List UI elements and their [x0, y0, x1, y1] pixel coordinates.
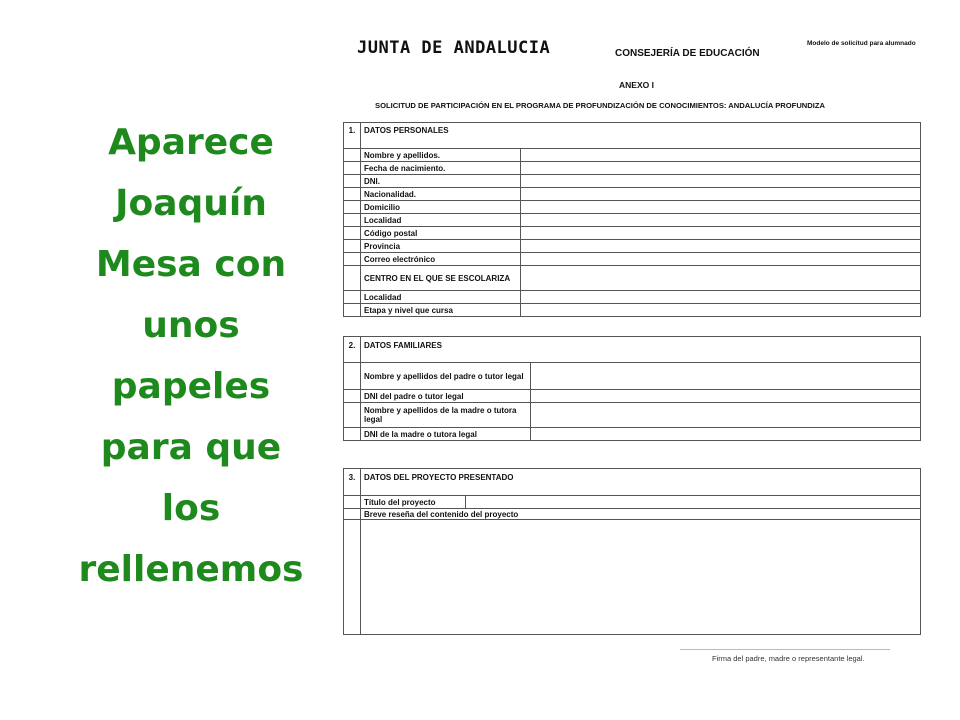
caption-line: los — [161, 488, 221, 529]
field-label: Domicilio — [361, 201, 521, 214]
field-label: Título del proyecto — [361, 496, 466, 509]
field-value[interactable] — [521, 188, 921, 201]
section-number: 1. — [344, 123, 361, 149]
annex-title: ANEXO I — [619, 80, 654, 90]
project-summary-area[interactable] — [361, 520, 921, 635]
field-label: Nombre y apellidos del padre o tutor legal — [361, 363, 531, 390]
section-number: 2. — [344, 337, 361, 363]
field-value[interactable] — [521, 214, 921, 227]
field-value[interactable] — [521, 291, 921, 304]
field-value[interactable] — [521, 253, 921, 266]
field-value[interactable] — [531, 390, 921, 403]
field-label: CENTRO EN EL QUE SE ESCOLARIZA — [361, 266, 521, 291]
section-number: 3. — [344, 469, 361, 496]
section-title: DATOS FAMILIARES — [361, 337, 921, 363]
application-form-document — [340, 30, 930, 710]
field-label: Fecha de nacimiento. — [361, 162, 521, 175]
junta-logo: JUNTA DE ANDALUCIA — [357, 38, 551, 58]
model-note: Modelo de solicitud para alumnado — [807, 40, 916, 47]
field-value[interactable] — [521, 227, 921, 240]
field-value[interactable] — [466, 496, 921, 509]
caption-line: papeles — [111, 366, 271, 407]
field-label: Nacionalidad. — [361, 188, 521, 201]
field-label: DNI. — [361, 175, 521, 188]
section-personal-data — [343, 122, 921, 317]
field-value[interactable] — [531, 363, 921, 390]
section-family-data — [343, 336, 921, 441]
caption-text — [60, 112, 322, 600]
field-label: Localidad — [361, 291, 521, 304]
request-title: SOLICITUD DE PARTICIPACIÓN EN EL PROGRAMA DE PROFUNDIZACIÓN DE CONOCIMIENTOS: ANDALUCÍA PROFUNDIZA — [375, 101, 826, 110]
field-label: Correo electrónico — [361, 253, 521, 266]
field-label: Nombre y apellidos. — [361, 149, 521, 162]
field-label: Etapa y nivel que cursa — [361, 304, 521, 317]
field-label: Breve reseña del contenido del proyecto — [361, 509, 921, 520]
field-label: Nombre y apellidos de la madre o tutora legal — [361, 403, 531, 428]
field-value[interactable] — [521, 162, 921, 175]
department-title: CONSEJERÍA DE EDUCACIÓN — [615, 48, 760, 59]
section-title: DATOS DEL PROYECTO PRESENTADO — [361, 469, 921, 496]
field-label: Código postal — [361, 227, 521, 240]
field-value[interactable] — [521, 201, 921, 214]
field-value[interactable] — [521, 266, 921, 291]
field-label: Provincia — [361, 240, 521, 253]
field-label: DNI del padre o tutor legal — [361, 390, 531, 403]
field-value[interactable] — [531, 428, 921, 441]
field-value[interactable] — [521, 240, 921, 253]
signature-divider — [680, 649, 890, 650]
field-label: Localidad — [361, 214, 521, 227]
caption-line: Aparece — [108, 122, 274, 163]
field-value[interactable] — [521, 175, 921, 188]
field-label: DNI de la madre o tutora legal — [361, 428, 531, 441]
field-value[interactable] — [531, 403, 921, 428]
field-value[interactable] — [521, 149, 921, 162]
field-value[interactable] — [521, 304, 921, 317]
caption-line: unos — [142, 305, 240, 346]
caption-line: Joaquín — [115, 183, 267, 224]
caption-line: Mesa con — [95, 244, 287, 285]
section-title: DATOS PERSONALES — [361, 123, 921, 149]
caption-line: para que — [100, 427, 282, 468]
section-project-data — [343, 468, 921, 635]
caption-line: rellenemos — [78, 549, 304, 590]
signature-note: Firma del padre, madre o representante legal. — [712, 654, 865, 663]
